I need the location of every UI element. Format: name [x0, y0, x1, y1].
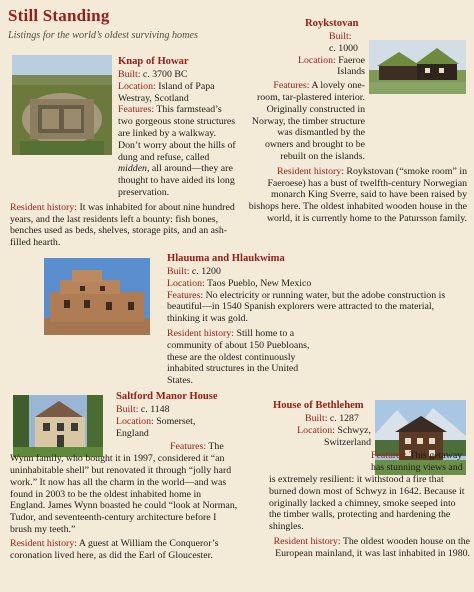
taos-features-value: No electricity or running water, but the adobe construction is beautiful—in 1540 Spanish explorers were attracted to the material, thinking it was gold. — [167, 289, 446, 325]
knap-features-label: Features: — [118, 104, 155, 116]
saltford-features-label: Features: — [170, 441, 207, 453]
knap-features-value-2: , all around—they are thought to have aided its long preservation. — [118, 163, 235, 198]
taos-built-label: Built: — [167, 266, 190, 277]
saltford-history-value: A guest at William the Conqueror’s coronation lived here, as did the Earl of Gloucester. — [10, 537, 219, 561]
taos-features-label: Features: — [167, 289, 204, 301]
saltford-manor-name: Saltford Manor House — [116, 391, 218, 402]
knap-location-label: Location: — [118, 80, 156, 92]
house-of-bethlehem-entry — [265, 399, 470, 560]
knap-features-midden: midden — [118, 163, 147, 175]
knap-history-value: It was inhabited for about nine hundred years, and the last residents left a bounty: fish bones, benches used as beds, shelves, storage pits, and an ash-filled hearth. — [10, 201, 235, 249]
knap-of-howar-entry — [10, 55, 238, 249]
roykstovan-history-label: Resident history: — [276, 165, 344, 177]
taos-history-value: Still home to a community of about 150 Puebloans, these are the oldest continuously inhabited structures in the United States. — [167, 327, 310, 387]
taos-pueblo-photo — [44, 258, 150, 335]
roykstovan-built-label: Built: — [329, 31, 352, 42]
saltford-built-value: c. 1148 — [140, 404, 170, 415]
taos-pueblo-name: Hlauuma and Hlaukwima — [167, 253, 285, 264]
saltford-location-label: Location: — [116, 415, 154, 427]
roykstovan-entry — [243, 17, 467, 225]
taos-location-label: Location: — [167, 277, 205, 289]
roykstovan-location-value: Faeroe Islands — [337, 54, 365, 78]
knap-history-label: Resident history: — [10, 201, 77, 213]
bethlehem-built-label: Built: — [305, 413, 328, 424]
knap-built-label: Built: — [118, 69, 141, 80]
bethlehem-history-value: The oldest wooden house on the European mainland, it was last inhabited in 1980. — [275, 535, 470, 559]
saltford-built-label: Built: — [116, 404, 139, 415]
bethlehem-built-value: c. 1287 — [329, 413, 359, 424]
knap-location-value: Island of Papa Westray, Scotland — [118, 80, 215, 104]
roykstovan-history-value: Roykstovan (“smoke room” in Faeroese) has a bust of twelfth-century Norwegian monarch King Sverre, said to have been raised by bishops here. The oldest inhabited wooden house in the world, it is currently home to the Patursson family. — [248, 165, 467, 224]
bethlehem-features-wrap — [269, 450, 371, 472]
roykstovan-location-label: Location: — [298, 54, 336, 66]
bethlehem-features-value: This getaway has stunning views and is extremely resilient: it withstood a fire that burned down most of Schwyz in 1642. Because it originally lacked a chimney, smoke seeped into the timber walls, protecting and hardening the shingles. — [269, 450, 465, 533]
bethlehem-features-label: Features: — [371, 450, 408, 462]
bethlehem-location-value: Schwyz, Switzerland — [323, 424, 371, 448]
bethlehem-history-label: Resident history: — [273, 535, 341, 547]
knap-built-value: c. 3700 BC — [142, 69, 188, 80]
roykstovan-built-value: c. 1000 — [329, 42, 358, 54]
bethlehem-location-label: Location: — [297, 424, 335, 436]
saltford-manor-entry — [10, 390, 238, 561]
page-title: Still Standing — [8, 6, 110, 25]
taos-pueblo-entry — [167, 252, 459, 387]
taos-built-value: c. 1200 — [191, 266, 221, 277]
roykstovan-features-label: Features: — [273, 80, 310, 92]
saltford-features-value: The Wynn family, who bought it in 1997, considered it “an uninhabitable shell” but renovated it through “jolly hard work.” It now has all the charm in the world—and was found in 2003 to be the oldest inhabited home in England. James Wynn boasted he could “look at Norman, Tudor, and seventeenth-century architecture before I brush my teeth.” — [10, 441, 238, 535]
saltford-history-label: Resident history: — [10, 537, 77, 549]
saltford-location-value: Somerset, England — [116, 415, 196, 439]
house-of-bethlehem-name: House of Bethlehem — [273, 400, 364, 411]
roykstovan-features-value: A lovely one-room, tar-plastered interior. Originally constructed in Norway, the timber structure was dismantled by the owners and brought to be rebuilt on the islands. — [251, 80, 365, 162]
knap-of-howar-name: Knap of Howar — [118, 56, 189, 67]
roykstovan-name: Roykstovan — [305, 18, 359, 29]
taos-history-label: Resident history: — [167, 327, 234, 339]
taos-location-value: Taos Pueblo, New Mexico — [207, 277, 312, 289]
page-subtitle: Listings for the world’s oldest surviving homes — [8, 30, 198, 41]
knap-features-value-1: This farmstead’s two gorgeous stone structures are linked by a walkway. Don’t worry about the hills of dung and refuse, called — [118, 104, 236, 163]
